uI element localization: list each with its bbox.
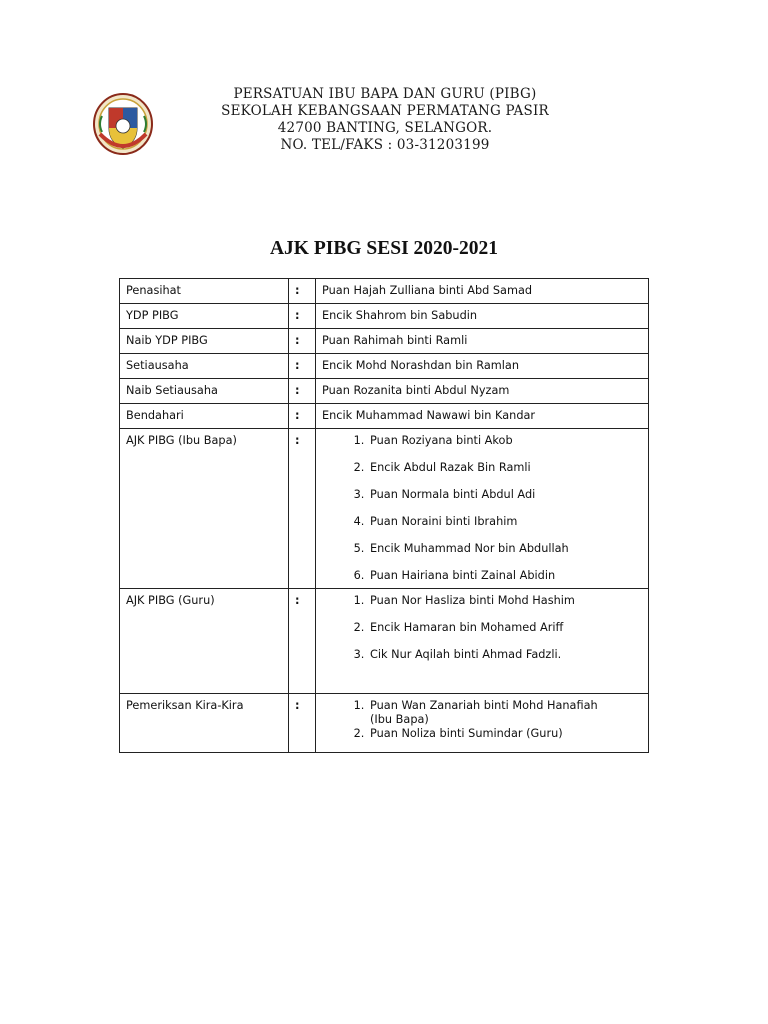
list-item: 1. Puan Wan Zanariah binti Mohd Hanafiah (Ibu Bapa) xyxy=(368,699,642,727)
list-item: 1. Puan Nor Hasliza binti Mohd Hashim xyxy=(368,594,642,608)
table-row xyxy=(120,429,649,589)
separator-cell: : xyxy=(289,354,316,379)
phone-fax: NO. TEL/FAKS : 03-31203199 xyxy=(280,137,490,153)
table-row xyxy=(120,589,649,694)
name-cell: Encik Mohd Norashdan bin Ramlan xyxy=(316,354,649,379)
separator-cell: : xyxy=(289,279,316,304)
address: 42700 BANTING, SELANGOR. xyxy=(277,120,493,136)
name-cell: Puan Rozanita binti Abdul Nyzam xyxy=(316,379,649,404)
school-crest-icon xyxy=(92,88,154,160)
list-item: 3. Cik Nur Aqilah binti Ahmad Fadzli. xyxy=(368,648,642,662)
name-cell: Puan Hajah Zulliana binti Abd Samad xyxy=(316,279,649,304)
role-cell: AJK PIBG (Ibu Bapa) xyxy=(120,429,289,589)
list-item: 6. Puan Hairiana binti Zainal Abidin xyxy=(368,569,642,583)
list-item: 2. Puan Noliza binti Sumindar (Guru) xyxy=(368,727,642,741)
page-title: AJK PIBG SESI 2020-2021 xyxy=(269,238,499,259)
list-item: 4. Puan Noraini binti Ibrahim xyxy=(368,515,642,529)
table-row xyxy=(120,694,649,753)
separator-cell: : xyxy=(289,304,316,329)
role-cell: Naib YDP PIBG xyxy=(120,329,289,354)
role-cell: Naib Setiausaha xyxy=(120,379,289,404)
name-list-cell xyxy=(316,694,649,753)
role-cell: Setiausaha xyxy=(120,354,289,379)
table-row xyxy=(120,304,649,329)
separator-cell: : xyxy=(289,589,316,694)
name-list-cell xyxy=(316,589,649,694)
list-item: 2. Encik Hamaran bin Mohamed Ariff xyxy=(368,621,642,635)
list-item: 1. Puan Roziyana binti Akob xyxy=(368,434,642,448)
table-row xyxy=(120,329,649,354)
committee-table xyxy=(119,278,649,753)
list-item: 5. Encik Muhammad Nor bin Abdullah xyxy=(368,542,642,556)
separator-cell: : xyxy=(289,404,316,429)
role-cell: YDP PIBG xyxy=(120,304,289,329)
table-row xyxy=(120,404,649,429)
table-row xyxy=(120,354,649,379)
separator-cell: : xyxy=(289,429,316,589)
list-item: 2. Encik Abdul Razak Bin Ramli xyxy=(368,461,642,475)
role-cell: AJK PIBG (Guru) xyxy=(120,589,289,694)
org-name: PERSATUAN IBU BAPA DAN GURU (PIBG) xyxy=(233,86,537,102)
teachers-committee-list xyxy=(322,594,642,662)
role-cell: Bendahari xyxy=(120,404,289,429)
separator-cell: : xyxy=(289,329,316,354)
list-item: 3. Puan Normala binti Abdul Adi xyxy=(368,488,642,502)
separator-cell: : xyxy=(289,694,316,753)
table-row xyxy=(120,279,649,304)
letterhead xyxy=(170,86,600,154)
parents-committee-list xyxy=(322,434,642,583)
name-cell: Encik Shahrom bin Sabudin xyxy=(316,304,649,329)
role-cell: Pemeriksan Kira-Kira xyxy=(120,694,289,753)
name-cell: Encik Muhammad Nawawi bin Kandar xyxy=(316,404,649,429)
name-cell: Puan Rahimah binti Ramli xyxy=(316,329,649,354)
auditors-list xyxy=(322,699,642,741)
table-row xyxy=(120,379,649,404)
role-cell: Penasihat xyxy=(120,279,289,304)
name-list-cell xyxy=(316,429,649,589)
separator-cell: : xyxy=(289,379,316,404)
school-name: SEKOLAH KEBANGSAAN PERMATANG PASIR xyxy=(221,103,549,119)
